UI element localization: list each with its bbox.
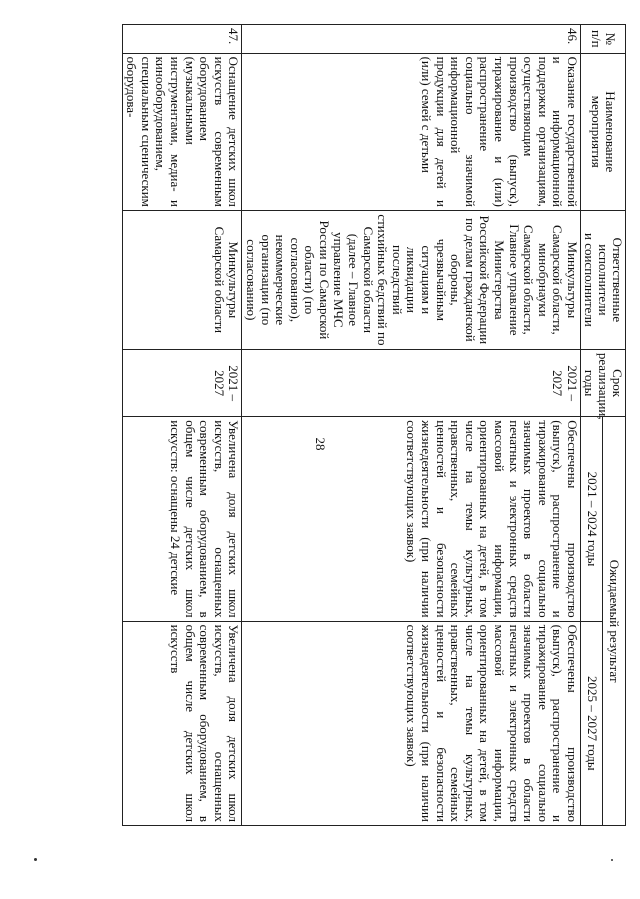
scan-speck: [611, 859, 613, 861]
page-number: 28: [313, 437, 328, 451]
row-result-2025-2027: Увеличена доля детских школ искусств, оснащенных современным оборудованием, в общем числе детских школ искусств: [122, 621, 242, 825]
header-result-2025-2027: 2025 – 2027 годы: [581, 621, 604, 825]
header-result-2021-2024: 2021 – 2024 годы: [581, 417, 604, 621]
header-num: № п/п: [581, 25, 626, 54]
table-row: [122, 25, 242, 826]
row-term: 2021 – 2027: [122, 349, 242, 416]
row-num: 46.: [242, 25, 581, 54]
document-sheet: [124, 24, 626, 874]
scan-speck: [34, 858, 37, 861]
row-result-2025-2027: Обеспечены производство (выпуск), распространение и тиражирование социально значимых проектов в области печатных и электронных средств массовой информации, ориентированных на детей, в том числе на темы культурных, нравственных, семейных ценностей и безопасности жизнедеятельности (при наличии соответствующих заявок): [242, 621, 581, 825]
row-name: Оказание государственной и информационной поддержки организациям, осуществляющим производство (выпуск), тиражирование и (или) распространение социально значимой информационной продукции для детей и (или) семей с детьми: [242, 53, 581, 210]
row-name: Оснащение детских школ искусств современным оборудованием (музыкальными инструментами, медиа- и кинооборудованием, специальным сценическим оборудова-: [122, 53, 242, 210]
table-header-row: [603, 25, 626, 826]
header-responsible: Ответственные исполнители и соисполнители: [581, 210, 626, 349]
measures-table: [122, 24, 626, 826]
row-num: 47.: [122, 25, 242, 54]
header-result: Ожидаемый результат: [603, 417, 626, 826]
row-term: 2021 – 2027: [242, 349, 581, 416]
header-name: Наименование мероприятия: [581, 53, 626, 210]
row-result-2021-2024: Увеличена доля детских школ искусств, оснащенных современным оборудованием, в общем числе детских школ искусств: оснащены 24 детские: [122, 417, 242, 621]
row-responsible: Минкультуры Самарской области, минобрнауки Самарской области, Главное управление Министерства Российской Федерации по делам гражданской обороны, чрезвычайным ситуациям и ликвидации последствий стихийных бедствий по Самарской области (далее – Главное управление МЧС России по Самарской области) (по согласованию), некоммерческие организации (по согласованию): [242, 210, 581, 349]
row-responsible: Минкультуры Самарской области: [122, 210, 242, 349]
header-term: Срок реализации, годы: [581, 349, 626, 416]
row-result-2021-2024: Обеспечены производство (выпуск), распространение и тиражирование социально значимых проектов в области печатных и электронных средств массовой информации, ориентированных на детей, в том числе на темы культурных, нравственных, семейных ценностей и безопасности жизнедеятельности (при наличии соответствующих заявок): [242, 417, 581, 621]
table-row: [242, 25, 581, 826]
